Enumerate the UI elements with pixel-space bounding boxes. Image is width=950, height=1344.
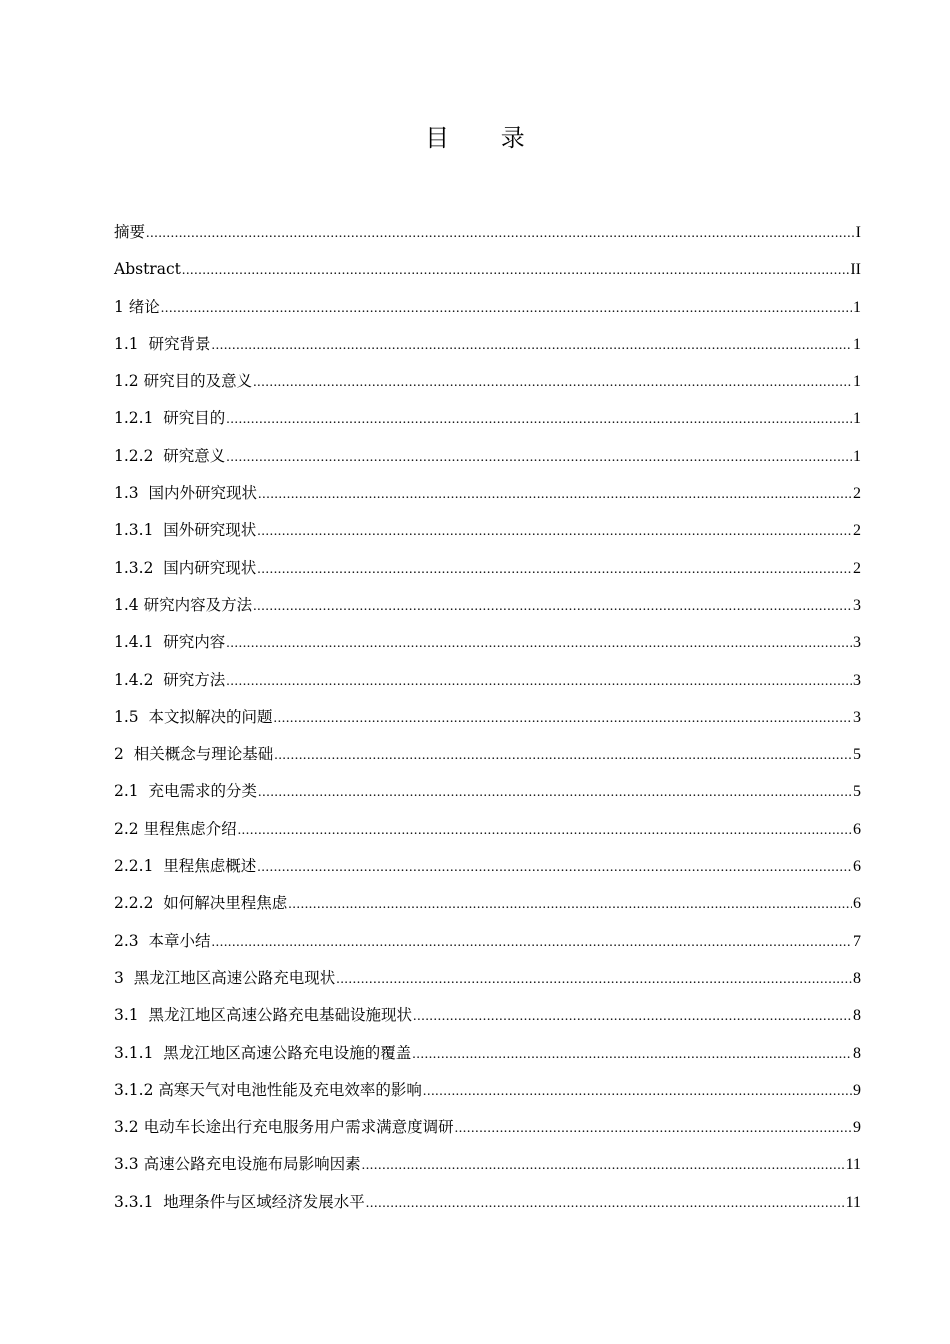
toc-entry-page-number: I: [855, 224, 861, 241]
toc-entry-page-number: 3: [853, 671, 861, 689]
toc-entry-label: Abstract: [114, 260, 181, 279]
toc-entry[interactable]: [114, 516, 861, 553]
toc-leader-dots: [362, 1152, 845, 1180]
toc-entry-label: 1.4.1 研究内容: [114, 633, 226, 652]
toc-entry-page-number: 6: [853, 895, 861, 913]
toc-leader-dots: [238, 817, 852, 845]
toc-leader-dots: [274, 742, 852, 770]
toc-entry[interactable]: [114, 815, 861, 852]
toc-entry-label: 1.2.1 研究目的: [114, 409, 226, 428]
toc-entry[interactable]: [114, 964, 861, 1001]
toc-entry-page-number: 5: [853, 746, 861, 764]
toc-entry-label: 3.1 黑龙江地区高速公路充电基础设施现状: [114, 1006, 413, 1025]
toc-entry-page-number: 6: [853, 820, 861, 838]
toc-entry-page-number: 3: [853, 708, 861, 726]
table-of-contents: [114, 218, 861, 1225]
toc-entry-label: 3 黑龙江地区高速公路充电现状: [114, 968, 336, 987]
toc-entry[interactable]: [114, 628, 861, 665]
toc-entry-label: 2.2 里程焦虑介绍: [114, 819, 237, 838]
toc-entry-page-number: 8: [853, 969, 861, 987]
toc-leader-dots: [212, 929, 852, 957]
toc-entry[interactable]: [114, 1188, 861, 1225]
toc-entry[interactable]: [114, 1039, 861, 1076]
toc-entry[interactable]: [114, 293, 861, 330]
toc-leader-dots: [455, 1115, 852, 1143]
toc-entry-page-number: 9: [853, 1081, 861, 1099]
toc-entry-label: 1.2.2 研究意义: [114, 446, 226, 465]
toc-entry-label: 3.1.1 黑龙江地区高速公路充电设施的覆盖: [114, 1043, 412, 1062]
toc-entry-label: 1.2 研究目的及意义: [114, 372, 253, 391]
toc-entry-page-number: 1: [853, 298, 861, 316]
toc-entry-page-number: 8: [853, 1044, 861, 1062]
toc-leader-dots: [226, 406, 852, 434]
toc-entry-page-number: 1: [853, 373, 861, 391]
toc-entry-label: 2.1 充电需求的分类: [114, 782, 258, 801]
toc-leader-dots: [412, 1041, 852, 1069]
toc-entry-page-number: 1: [853, 410, 861, 428]
toc-entry-label: 2 相关概念与理论基础: [114, 745, 274, 764]
toc-entry-page-number: 8: [853, 1007, 861, 1025]
toc-entry-page-number: 9: [853, 1119, 861, 1137]
toc-entry-label: 3.1.2 高寒天气对电池性能及充电效率的影响: [114, 1080, 422, 1099]
toc-leader-dots: [226, 630, 852, 658]
toc-entry[interactable]: [114, 1001, 861, 1038]
toc-entry-page-number: 11: [845, 1193, 861, 1211]
toc-entry[interactable]: [114, 1113, 861, 1150]
toc-leader-dots: [146, 220, 855, 248]
toc-entry[interactable]: [114, 591, 861, 628]
toc-entry-page-number: II: [850, 261, 861, 279]
toc-entry[interactable]: [114, 330, 861, 367]
toc-entry-label: 1.5 本文拟解决的问题: [114, 707, 273, 726]
toc-entry-label: 1.3.2 国内研究现状: [114, 558, 257, 577]
toc-entry[interactable]: [114, 479, 861, 516]
toc-entry-page-number: 7: [853, 932, 861, 950]
toc-leader-dots: [413, 1003, 852, 1031]
toc-entry-label: 摘要: [114, 223, 146, 241]
toc-entry-page-number: 6: [853, 858, 861, 876]
toc-entry[interactable]: [114, 777, 861, 814]
toc-leader-dots: [212, 332, 852, 360]
toc-entry-label: 1.3 国内外研究现状: [114, 484, 258, 503]
toc-entry-page-number: 3: [853, 596, 861, 614]
toc-entry-page-number: 1: [853, 447, 861, 465]
toc-leader-dots: [257, 556, 852, 584]
toc-entry-page-number: 11: [845, 1156, 861, 1174]
toc-leader-dots: [226, 444, 852, 472]
toc-entry-label: 2.2.2 如何解决里程焦虑: [114, 894, 288, 913]
toc-leader-dots: [257, 854, 852, 882]
toc-entry[interactable]: [114, 404, 861, 441]
toc-entry[interactable]: [114, 740, 861, 777]
toc-entry[interactable]: [114, 889, 861, 926]
toc-entry-label: 2.3 本章小结: [114, 931, 211, 950]
toc-entry-label: 3.2 电动车长途出行充电服务用户需求满意度调研: [114, 1118, 454, 1137]
toc-entry-label: 2.2.1 里程焦虑概述: [114, 857, 257, 876]
toc-entry[interactable]: [114, 666, 861, 703]
toc-leader-dots: [366, 1190, 845, 1218]
toc-entry-label: 1.3.1 国外研究现状: [114, 521, 257, 540]
toc-entry[interactable]: [114, 218, 861, 255]
toc-entry-page-number: 2: [853, 559, 861, 577]
toc-entry[interactable]: [114, 703, 861, 740]
toc-entry-label: 1 绪论: [114, 297, 160, 316]
toc-leader-dots: [336, 966, 852, 994]
toc-entry[interactable]: [114, 554, 861, 591]
toc-entry-page-number: 5: [853, 783, 861, 801]
toc-entry-label: 1.4.2 研究方法: [114, 670, 226, 689]
toc-leader-dots: [253, 369, 852, 397]
toc-entry-page-number: 2: [853, 485, 861, 503]
toc-entry[interactable]: [114, 852, 861, 889]
toc-leader-dots: [258, 779, 852, 807]
toc-leader-dots: [226, 668, 852, 696]
toc-entry-label: 3.3 高速公路充电设施布局影响因素: [114, 1155, 361, 1174]
toc-leader-dots: [274, 705, 852, 733]
toc-entry[interactable]: [114, 442, 861, 479]
toc-leader-dots: [257, 518, 852, 546]
toc-entry-label: 1.4 研究内容及方法: [114, 595, 253, 614]
page-title: 目 录: [425, 124, 547, 152]
toc-entry[interactable]: [114, 255, 861, 292]
toc-entry[interactable]: [114, 1150, 861, 1187]
toc-entry-page-number: 3: [853, 634, 861, 652]
toc-entry[interactable]: [114, 1076, 861, 1113]
toc-leader-dots: [258, 481, 852, 509]
toc-leader-dots: [161, 295, 852, 323]
toc-entry-page-number: 1: [853, 335, 861, 353]
toc-leader-dots: [253, 593, 852, 621]
toc-leader-dots: [182, 257, 849, 285]
toc-leader-dots: [423, 1078, 852, 1106]
toc-entry-page-number: 2: [853, 522, 861, 540]
toc-entry[interactable]: [114, 927, 861, 964]
toc-entry-label: 1.1 研究背景: [114, 334, 211, 353]
toc-entry[interactable]: [114, 367, 861, 404]
toc-entry-label: 3.3.1 地理条件与区域经济发展水平: [114, 1192, 365, 1211]
toc-leader-dots: [288, 891, 852, 919]
